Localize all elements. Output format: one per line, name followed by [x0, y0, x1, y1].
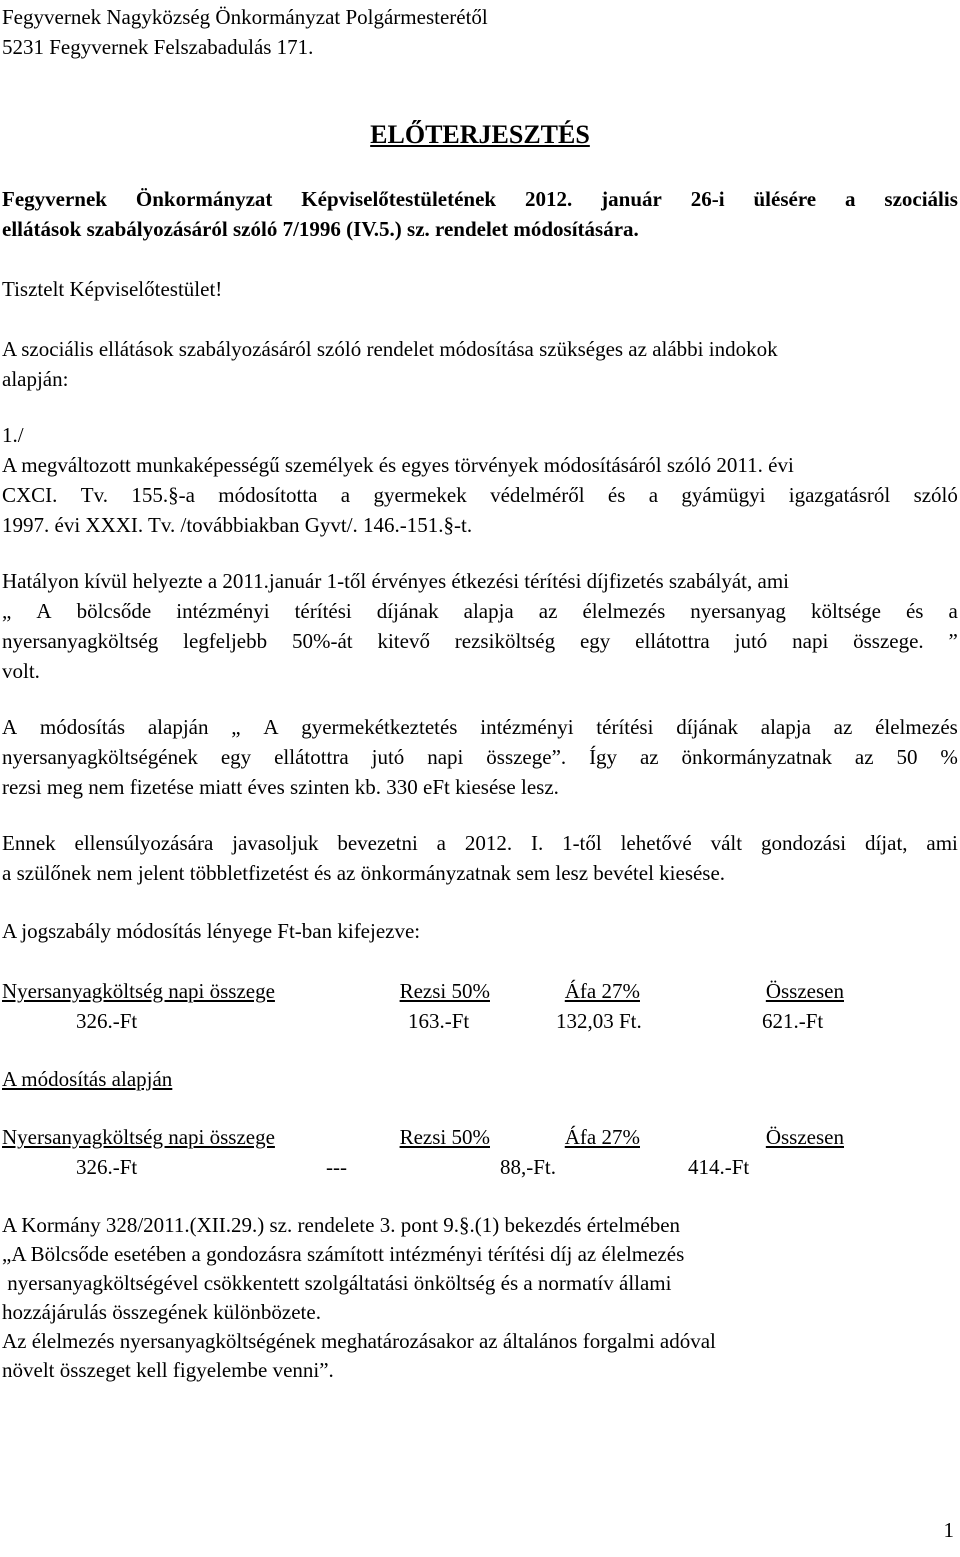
word: és [607, 483, 626, 507]
word: Ennek [2, 831, 56, 855]
table-header-total: Összesen [765, 1125, 844, 1149]
word: 50%-át [291, 629, 353, 653]
word: élelmezés [875, 715, 958, 739]
decree-line-1: A Kormány 328/2011.(XII.29.) sz. rendelete 3. pont 9.§.(1) bekezdés értelmében [2, 1213, 681, 1237]
table-header-material: Nyersanyagköltség napi összege [2, 979, 275, 1003]
word: A [2, 715, 18, 739]
word: jutó [734, 629, 768, 653]
word: Önkormányzat [135, 187, 273, 211]
word: „ [2, 599, 12, 623]
word: legfeljebb [183, 629, 268, 653]
word: Képviselőtestületének [301, 187, 497, 211]
sender-address: 5231 Fegyvernek Felszabadulás 171. [2, 35, 314, 59]
decree-quote-line-1: „A Bölcsőde esetében a gondozásra számított intézményi térítési díj az élelmezés [2, 1242, 685, 1266]
word: az [639, 745, 659, 769]
word: összege”. [486, 745, 567, 769]
table-value-total: 414.-Ft [688, 1155, 750, 1179]
word: alapján [147, 715, 209, 739]
word: 155.§-a [131, 483, 195, 507]
word: nyersanyag [690, 599, 786, 623]
word: 1-től [562, 831, 602, 855]
word: nyersanyagköltség [2, 629, 159, 653]
word: díjának [376, 599, 439, 623]
word: 2012. [464, 831, 513, 855]
word: a [845, 187, 856, 211]
table-header-vat: Áfa 27% [564, 979, 640, 1003]
word: gyámügyi [681, 483, 766, 507]
repeal-line-1: Hatályon kívül helyezte a 2011.január 1-től érvényes étkezési térítési díjfizetés szabályát, ami [2, 569, 789, 593]
word: módosította [218, 483, 318, 507]
repeal-line-3 [2, 628, 958, 654]
word: I. [530, 831, 544, 855]
table-header-overhead: Rezsi 50% [399, 979, 490, 1003]
amendment-line-3: rezsi meg nem fizetése miatt éves szinten kb. 330 eFt kiesése lesz. [2, 775, 559, 799]
table-header-material: Nyersanyagköltség napi összege [2, 1125, 275, 1149]
word: rezsiköltség [454, 629, 556, 653]
word: 50 [896, 745, 918, 769]
word: díjának [676, 715, 739, 739]
word: módosítás [39, 715, 126, 739]
summary-label: A jogszabály módosítás lényege Ft-ban kifejezve: [2, 919, 421, 943]
repeal-line-2 [2, 598, 958, 624]
word: az [538, 599, 558, 623]
word: ellátottra [274, 745, 349, 769]
document-title: ELŐTERJESZTÉS [370, 120, 590, 149]
word: napi [427, 745, 464, 769]
word: igazgatásról [788, 483, 891, 507]
intro-line-1: A szociális ellátások szabályozásáról szóló rendelet módosítása szükséges az alábbi indokok [2, 337, 778, 361]
word: az [854, 745, 874, 769]
point1-line-1: A megváltozott munkaképességű személyek és egyes törvények módosításáról szóló 2011. évi [2, 453, 794, 477]
word: gondozási [760, 831, 847, 855]
page-number: 1 [943, 1518, 954, 1542]
word: ami [926, 831, 958, 855]
word: a [340, 483, 351, 507]
table-value-vat: 88,-Ft. [500, 1155, 557, 1179]
amendment-line-2 [2, 744, 958, 770]
decree-quote-line-3: hozzájárulás összegének különbözete. [2, 1300, 321, 1324]
word: költsége [810, 599, 881, 623]
word: az [833, 715, 853, 739]
word: önkormányzatnak [681, 745, 832, 769]
word: és [905, 599, 924, 623]
word: ” [948, 629, 958, 653]
point1-line-3: 1997. évi XXXI. Tv. /továbbiakban Gyvt/. 146.-151.§-t. [2, 513, 473, 537]
amended-label: A módosítás alapján [2, 1067, 173, 1091]
decree-quote-line-5: növelt összeget kell figyelembe venni”. [2, 1358, 334, 1382]
word: ülésére [753, 187, 817, 211]
table-header-total: Összesen [765, 979, 844, 1003]
word: január [601, 187, 662, 211]
word: gyermekek [373, 483, 467, 507]
word: gyermekétkeztetés [301, 715, 458, 739]
word: Így [589, 745, 618, 769]
word: jutó [371, 745, 405, 769]
proposal-line-2: a szülőnek nem jelent többletfizetést és az önkormányzatnak sem lesz bevétel kiesése. [2, 861, 726, 885]
word: szociális [884, 187, 958, 211]
subject-line-2: ellátások szabályozásáról szóló 7/1996 (IV.5.) sz. rendelet módosítására. [2, 217, 639, 241]
table-header-overhead: Rezsi 50% [399, 1125, 490, 1149]
word: A [263, 715, 279, 739]
word: alapja [463, 599, 514, 623]
word: védelméről [490, 483, 585, 507]
point-number: 1./ [2, 423, 24, 447]
salutation: Tisztelt Képviselőtestület! [2, 277, 223, 301]
word: ellátottra [635, 629, 710, 653]
word: javasoljuk [232, 831, 319, 855]
table-value-overhead: --- [326, 1155, 347, 1179]
word: % [940, 745, 958, 769]
subject-line-1 [2, 186, 958, 212]
word: alapja [760, 715, 811, 739]
word: „ [231, 715, 241, 739]
word: élelmezés [582, 599, 666, 623]
decree-quote-line-2: nyersanyagköltségével csökkentett szolgáltatási önköltség és a normatív állami [2, 1271, 672, 1295]
word: lehetővé [620, 831, 692, 855]
table-value-overhead: 163.-Ft [408, 1009, 470, 1033]
word: összege. [853, 629, 924, 653]
word: térítési [596, 715, 654, 739]
word: nyersanyagköltségének [2, 745, 198, 769]
table-value-vat: 132,03 Ft. [556, 1009, 642, 1033]
word: kitevő [377, 629, 430, 653]
intro-line-2: alapján: [2, 367, 69, 391]
word: bölcsőde [76, 599, 152, 623]
word: Fegyvernek [2, 187, 107, 211]
word: egy [220, 745, 252, 769]
word: Tv. [80, 483, 108, 507]
repeal-line-4: volt. [2, 659, 40, 683]
word: térítési [294, 599, 352, 623]
word: ellensúlyozására [74, 831, 214, 855]
decree-quote-line-4: Az élelmezés nyersanyagköltségének meghatározásakor az általános forgalmi adóval [2, 1329, 716, 1353]
table-value-material: 326.-Ft [76, 1009, 138, 1033]
word: 2012. [525, 187, 573, 211]
word: vált [710, 831, 743, 855]
word: díjat, [864, 831, 908, 855]
word: szóló [913, 483, 958, 507]
word: bevezetni [337, 831, 418, 855]
table-header-vat: Áfa 27% [564, 1125, 640, 1149]
word: CXCI. [2, 483, 58, 507]
word: a [648, 483, 659, 507]
point1-line-2 [2, 482, 958, 508]
table-value-total: 621.-Ft [762, 1009, 824, 1033]
sender-line-1: Fegyvernek Nagyközség Önkormányzat Polgármesterétől [2, 5, 488, 29]
word: a [948, 599, 958, 623]
amendment-line-1 [2, 714, 958, 740]
word: intézményi [176, 599, 270, 623]
table-value-material: 326.-Ft [76, 1155, 138, 1179]
word: 26-i [690, 187, 725, 211]
proposal-line-1 [2, 830, 958, 856]
word: napi [792, 629, 829, 653]
word: intézményi [480, 715, 574, 739]
word: a [436, 831, 446, 855]
word: A [36, 599, 52, 623]
word: egy [579, 629, 611, 653]
